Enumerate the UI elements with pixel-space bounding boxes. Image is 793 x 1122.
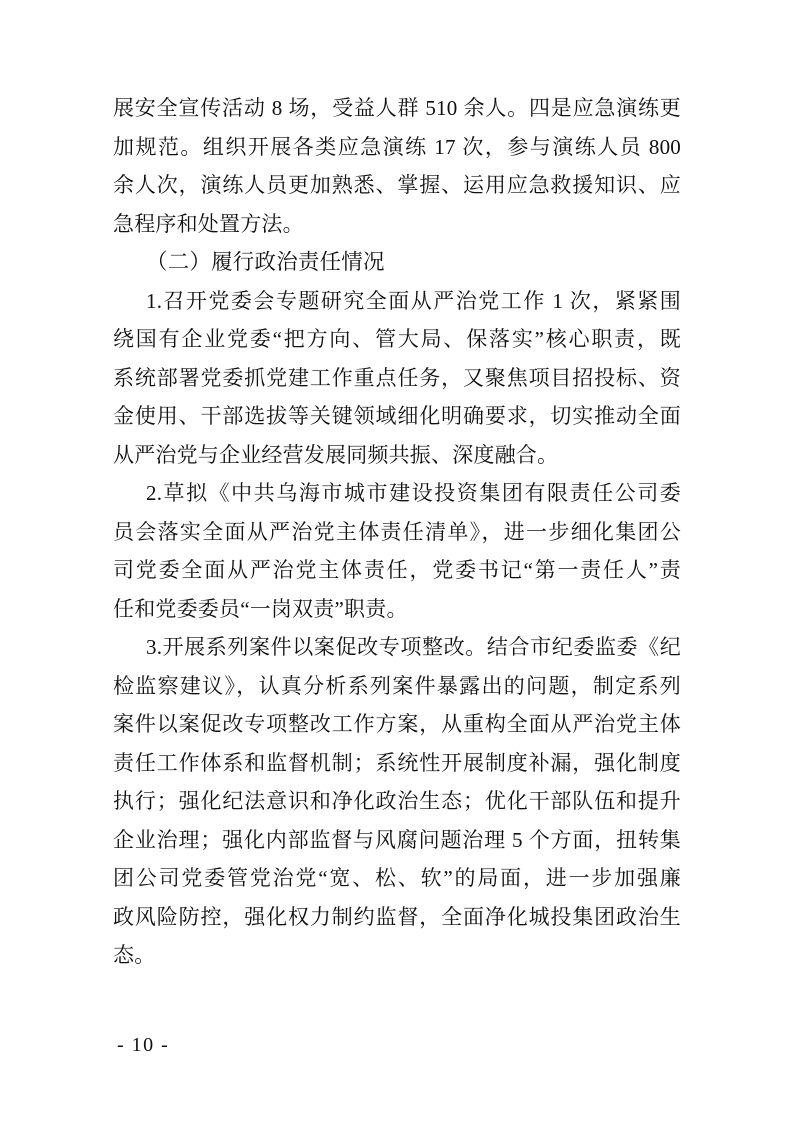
page-number: - 10 - <box>117 1034 170 1056</box>
text-line: 加规范。组织开展各类应急演练 17 次，参与演练人员 800 <box>113 134 681 159</box>
text-line: 金使用、干部选拔等关键领域细化明确要求，切实推动全面 <box>113 404 681 428</box>
text-line: 员会落实全面从严治党主体责任清单》，进一步细化集团公 <box>113 519 681 544</box>
text-line: 系统部署党委抓党建工作重点任务，又聚焦项目招投标、资 <box>113 365 681 390</box>
text-line: 从严治党与企业经营发展同频共振、深度融合。 <box>113 442 559 467</box>
text-line: 责任工作体系和监督机制；系统性开展制度补漏，强化制度 <box>113 750 681 775</box>
text-line: 3.开展系列案件以案促改专项整改。结合市纪委监委《纪 <box>146 635 681 659</box>
text-line: 1.召开党委会专题研究全面从严治党工作 1 次，紧紧围 <box>146 288 681 313</box>
section-heading: （二）履行政治责任情况 <box>146 250 385 274</box>
text-line: 检监察建议》，认真分析系列案件暴露出的问题，制定系列 <box>113 673 681 698</box>
text-line: 余人次，演练人员更加熟悉、掌握、运用应急救援知识、应 <box>113 173 681 197</box>
text-line: 执行；强化纪法意识和净化政治生态；优化干部队伍和提升 <box>113 789 681 813</box>
text-line: 企业治理；强化内部监督与风腐问题治理 5 个方面，扭转集 <box>113 827 681 852</box>
text-line: 急程序和处置方法。 <box>113 211 304 236</box>
document-body <box>113 89 681 975</box>
text-line: 态。 <box>113 943 156 967</box>
text-line: 政风险防控，强化权力制约监督，全面净化城投集团政治生 <box>113 904 681 929</box>
text-line: 绕国有企业党委“把方向、管大局、保落实”核心职责，既 <box>113 327 681 351</box>
text-line: 展安全宣传活动 8 场，受益人群 510 余人。四是应急演练更 <box>113 96 681 120</box>
text-line: 案件以案促改专项整改工作方案，从重构全面从严治党主体 <box>113 712 681 736</box>
text-line: 团公司党委管党治党“宽、松、软”的局面，进一步加强廉 <box>113 866 681 890</box>
text-line: 任和党委委员“一岗双责”职责。 <box>113 596 408 621</box>
text-line: 2.草拟《中共乌海市城市建设投资集团有限责任公司委 <box>146 481 681 505</box>
text-line: 司党委全面从严治党主体责任，党委书记“第一责任人”责 <box>113 558 681 582</box>
